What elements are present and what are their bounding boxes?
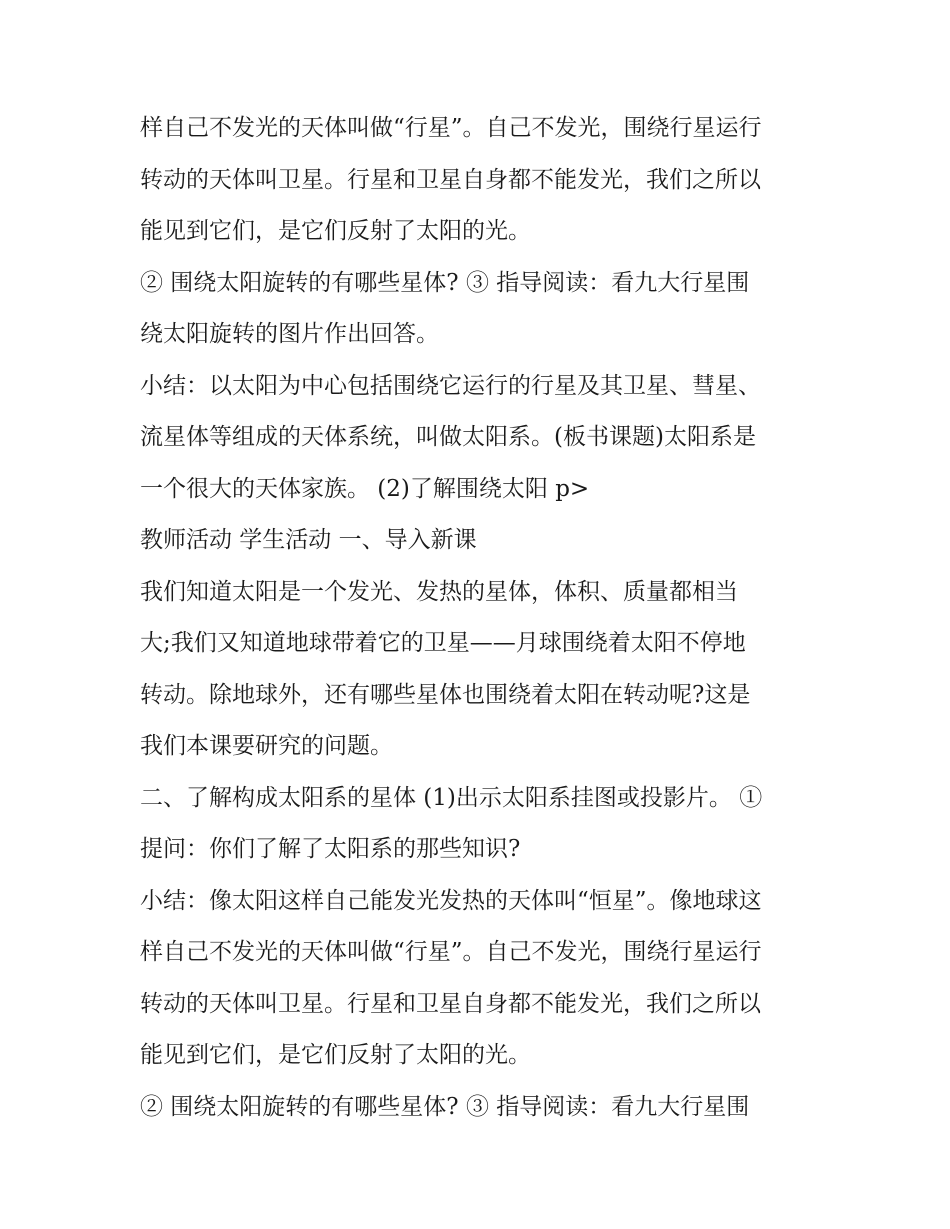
text-line: 我们知道太阳是一个发光、发热的星体，体积、质量都相当 xyxy=(140,578,738,605)
text-line: 样自己不发光的天体叫做“行星”。自己不发光，围绕行星运行 xyxy=(140,115,762,141)
text-line: 小结：像太阳这样自己能发光发热的天体叫“恒星”。像地球这 xyxy=(140,887,762,914)
text-line: 能见到它们，是它们反射了太阳的光。 xyxy=(140,218,531,244)
text-line: 教师活动 学生活动 一、导入新课 xyxy=(140,527,477,553)
text-line: 转动的天体叫卫星。行星和卫星自身都不能发光，我们之所以 xyxy=(140,990,761,1017)
text-line: 流星体等组成的天体系统，叫做太阳系。(板书课题)太阳系是 xyxy=(140,424,756,450)
document-body xyxy=(140,103,820,1133)
text-line: 转动。除地球外，还有哪些星体也围绕着太阳在转动呢?这是 xyxy=(140,681,751,708)
text-line: 绕太阳旋转的图片作出回答。 xyxy=(140,321,439,347)
text-line: 二、了解构成太阳系的星体 (1)出示太阳系挂图或投影片。 ① xyxy=(140,784,763,811)
text-line: 转动的天体叫卫星。行星和卫星自身都不能发光，我们之所以 xyxy=(140,166,761,193)
text-line: 大;我们又知道地球带着它的卫星——月球围绕着太阳不停地 xyxy=(140,630,746,656)
text-line: 一个很大的天体家族。 (2)了解围绕太阳 p> xyxy=(140,475,590,502)
text-line: ② 围绕太阳旋转的有哪些星体? ③ 指导阅读：看九大行星围 xyxy=(140,1093,750,1120)
text-line: 样自己不发光的天体叫做“行星”。自己不发光，围绕行星运行 xyxy=(140,939,762,965)
text-line: ② 围绕太阳旋转的有哪些星体? ③ 指导阅读：看九大行星围 xyxy=(140,269,750,296)
text-line: 能见到它们，是它们反射了太阳的光。 xyxy=(140,1042,531,1068)
text-line: 提问：你们了解了太阳系的那些知识? xyxy=(140,836,521,862)
text-line: 我们本课要研究的问题。 xyxy=(140,733,393,759)
text-line: 小结：以太阳为中心包括围绕它运行的行星及其卫星、彗星、 xyxy=(140,372,761,399)
